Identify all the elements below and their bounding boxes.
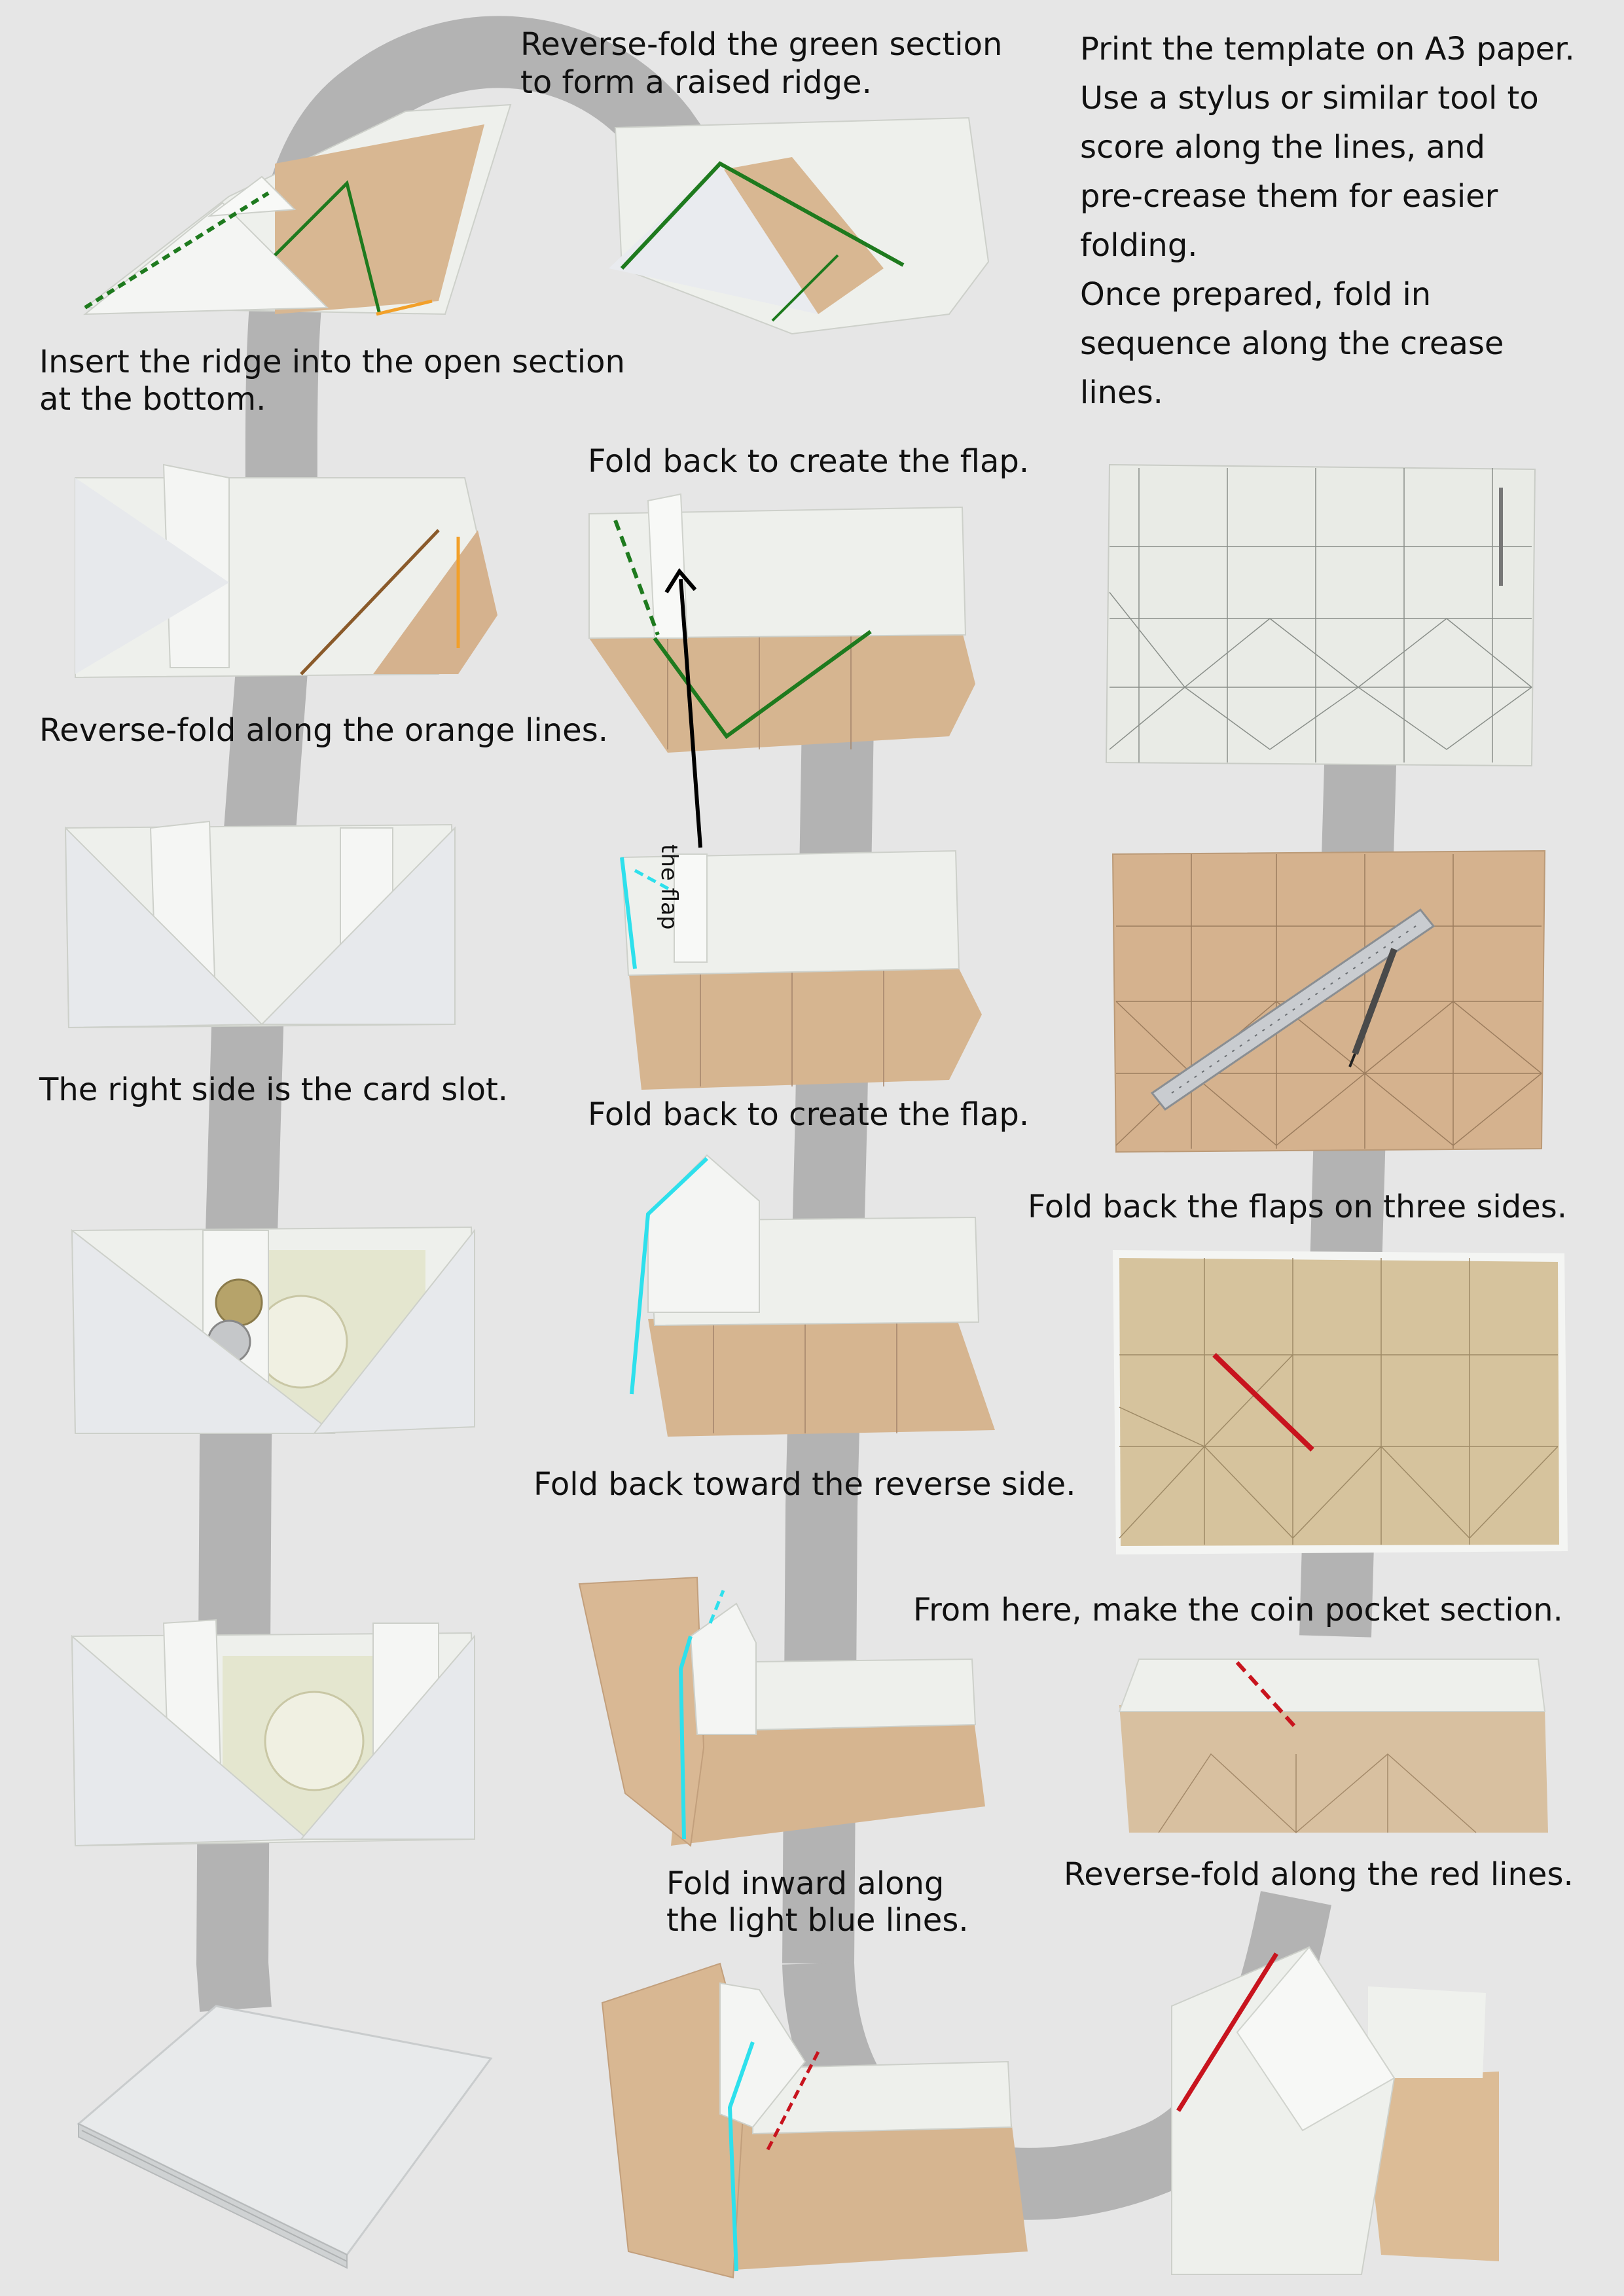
intro-line: Print the template on A3 paper.: [1080, 31, 1575, 67]
step-fold-three-sides: [1113, 1250, 1571, 1558]
intro-line: lines.: [1080, 374, 1163, 411]
caption-reverse-fold-orange: Reverse-fold along the orange lines.: [39, 712, 608, 749]
step-inward-red: [602, 1964, 1060, 2278]
step-insert-ridge: [79, 98, 511, 327]
step-orange-fold: [72, 452, 504, 681]
caption-fold-inward-blue-1: Fold inward along: [666, 1865, 945, 1902]
caption-fold-back-three-sides: Fold back the flaps on three sides.: [1028, 1189, 1567, 1225]
caption-reverse-fold-green-1: Reverse-fold the green section: [520, 26, 1003, 63]
step-score-sheet: [1113, 851, 1545, 1152]
caption-reverse-fold-red: Reverse-fold along the red lines.: [1064, 1856, 1574, 1893]
step-create-flap-1: [583, 494, 975, 756]
arrow-up-icon: [661, 560, 720, 861]
coin-icon: [216, 1280, 262, 1325]
intro-line: pre-crease them for easier: [1080, 178, 1498, 215]
intro-line: folding.: [1080, 227, 1198, 264]
step-template-sheet: [1106, 461, 1538, 769]
caption-fold-back-reverse-side: Fold back toward the reverse side.: [533, 1466, 1076, 1503]
intro-line: Use a stylus or similar tool to: [1080, 80, 1539, 117]
intro-line: Once prepared, fold in: [1080, 276, 1432, 313]
step-fold-inward-blue: [579, 1577, 992, 1852]
caption-fold-back-flap-2: Fold back to create the flap.: [588, 1096, 1030, 1133]
step-raised-ridge: [602, 98, 995, 340]
caption-reverse-fold-green-2: to form a raised ridge.: [520, 64, 872, 101]
step-coin-pocket: [1119, 1656, 1551, 1839]
caption-insert-ridge-2: at the bottom.: [39, 381, 266, 418]
step-fold-back-reverse: [628, 1155, 1008, 1437]
caption-insert-ridge-1: Insert the ridge into the open section: [39, 344, 625, 380]
step-wallet-with-coins: [72, 1224, 478, 1440]
step-card-slot: [65, 821, 458, 1031]
step-reverse-fold-red: [1172, 1947, 1499, 2281]
intro-text: [1080, 25, 1610, 418]
intro-line: sequence along the crease: [1080, 325, 1504, 362]
step-wallet-with-bill: [72, 1617, 478, 1852]
caption-fold-back-flap-1: Fold back to create the flap.: [588, 443, 1030, 480]
step-finished-wallet: [72, 2006, 491, 2268]
caption-coin-pocket: From here, make the coin pocket section.: [913, 1592, 1563, 1628]
caption-fold-inward-blue-2: the light blue lines.: [666, 1902, 969, 1939]
label-the-flap: the flap: [656, 844, 682, 930]
caption-card-slot: The right side is the card slot.: [39, 1071, 509, 1108]
intro-line: score along the lines, and: [1080, 129, 1485, 166]
